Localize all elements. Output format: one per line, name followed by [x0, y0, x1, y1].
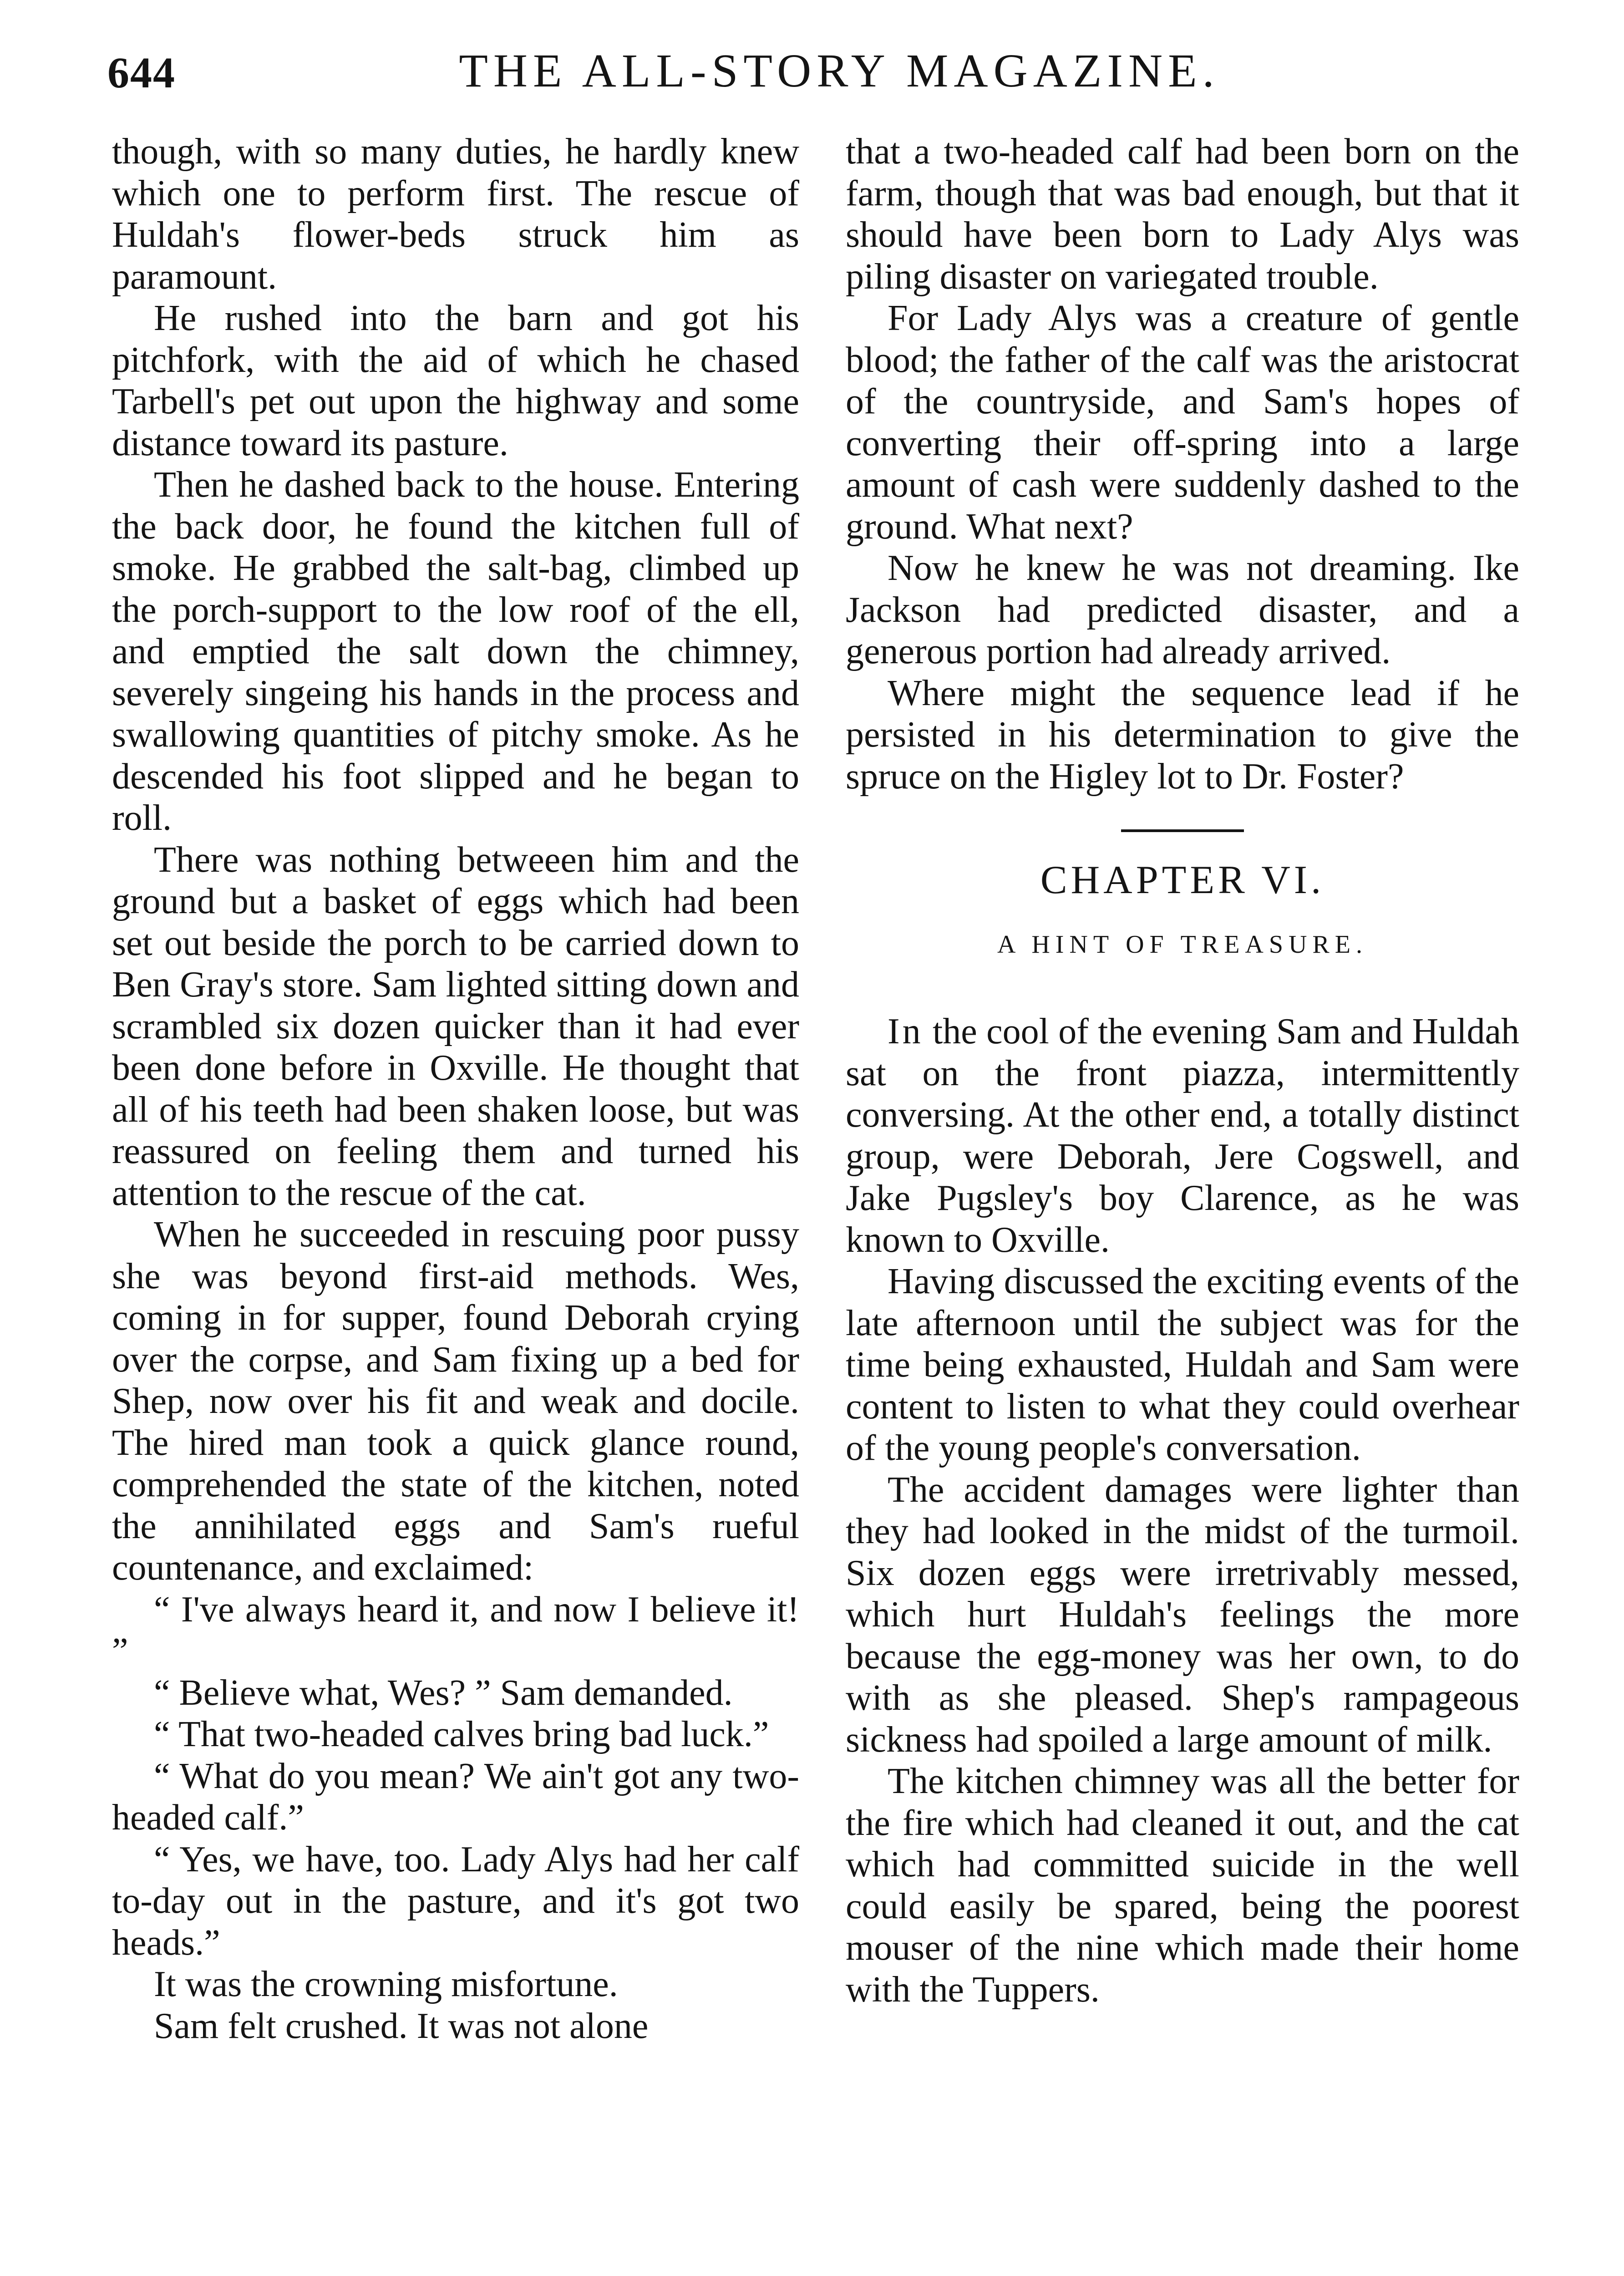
paragraph: It was the crowning misfortune.	[154, 1964, 618, 2004]
paragraph: “ Yes, we have, too. Lady Alys had her calf to-day out in the pasture, and it's got two heads.”	[112, 1839, 799, 1963]
section-divider	[1121, 829, 1244, 832]
chapter-title: CHAPTER VI.	[1040, 858, 1325, 902]
left-column	[112, 131, 799, 2276]
paragraph: Having discussed the exciting events of the late afternoon until the subject was for the time being exhausted, Huldah and Sam were content to listen to what they could overhear of the young people's conversation.	[846, 1261, 1519, 1468]
chapter-subtitle: A HINT OF TREASURE.	[997, 930, 1368, 959]
paragraph: There was nothing betweeen him and the ground but a basket of eggs which had been set out beside the porch to be carried down to Ben Gray's store. Sam lighted sitting down and scrambled six dozen quicker than it had ever been done before in Oxville. He thought that all of his teeth had been shaken loose, but was reassured on feeling them and turned his attention to the rescue of the cat.	[112, 839, 799, 1213]
paragraph: “ I've always heard it, and now I believe it! ”	[112, 1589, 799, 1671]
paragraph: The accident damages were lighter than they had looked in the midst of the turmoil. Six dozen eggs were irretrivably messed, which hurt Huldah's feelings the more because the egg-money was her own, to do with as she pleased. Shep's rampageous sickness had spoiled a large amount of milk.	[846, 1469, 1519, 1760]
paragraph: “ That two-headed calves bring bad luck.”	[154, 1714, 769, 1754]
paragraph-text: the cool of the evening Sam and Huldah sat on the front piazza, intermittently conversing. At the other end, a totally distinct group, were Deborah, Jere Cogswell, and Jake Pugsley's boy Clarence, as he was known to Oxville.	[846, 1011, 1519, 1260]
paragraph	[846, 1011, 1519, 1261]
right-column	[846, 131, 1519, 2276]
drop-word: In	[888, 1011, 924, 1052]
page-number: 644	[107, 48, 176, 97]
paragraph: The kitchen chimney was all the better for the fire which had cleaned it out, and the cat which had committed suicide in the well could easily be spared, being the poorest mouser of the nine which made their home with the Tuppers.	[846, 1761, 1519, 2010]
running-title: THE ALL-STORY MAGAZINE.	[459, 45, 1220, 97]
paragraph: Then he dashed back to the house. Entering the back door, he found the kitchen full of smoke. He grabbed the salt-bag, climbed up the porch-support to the low roof of the ell, and emptied the salt down the chimney, severely singeing his hands in the process and swallowing quantities of pitchy smoke. As he descended his foot slipped and he began to roll.	[112, 465, 799, 838]
paragraph: He rushed into the barn and got his pitchfork, with the aid of which he chased Tarbell's pet out upon the highway and some distance toward its pasture.	[112, 298, 799, 463]
paragraph: For Lady Alys was a creature of gentle blood; the father of the calf was the aristocrat of the countryside, and Sam's hopes of converting their off-spring into a large amount of cash were suddenly dashed to the ground. What next?	[846, 298, 1519, 547]
paragraph: that a two-headed calf had been born on the farm, though that was bad enough, but that it should have been born to Lady Alys was piling disaster on variegated trouble.	[846, 132, 1519, 297]
paragraph: When he succeeded in rescuing poor pussy she was beyond first-aid methods. Wes, coming in for supper, found Deborah crying over the corpse, and Sam fixing up a bed for Shep, now over his fit and weak and docile. The hired man took a quick glance round, comprehended the state of the kitchen, noted the annihilated eggs and Sam's rueful countenance, and exclaimed:	[112, 1214, 799, 1588]
paragraph: “ Believe what, Wes? ” Sam demanded.	[154, 1672, 733, 1713]
paragraph: Sam felt crushed. It was not alone	[154, 2006, 649, 2046]
paragraph: “ What do you mean? We ain't got any two-headed calf.”	[112, 1756, 799, 1838]
paragraph: though, with so many duties, he hardly knew which one to perform first. The rescue of Huldah's flower-beds struck him as paramount.	[112, 132, 799, 297]
paragraph: Now he knew he was not dreaming. Ike Jackson had predicted disaster, and a generous portion had already arrived.	[846, 548, 1519, 671]
paragraph: Where might the sequence lead if he persisted in his determination to give the spruce on the Higley lot to Dr. Foster?	[846, 673, 1519, 797]
